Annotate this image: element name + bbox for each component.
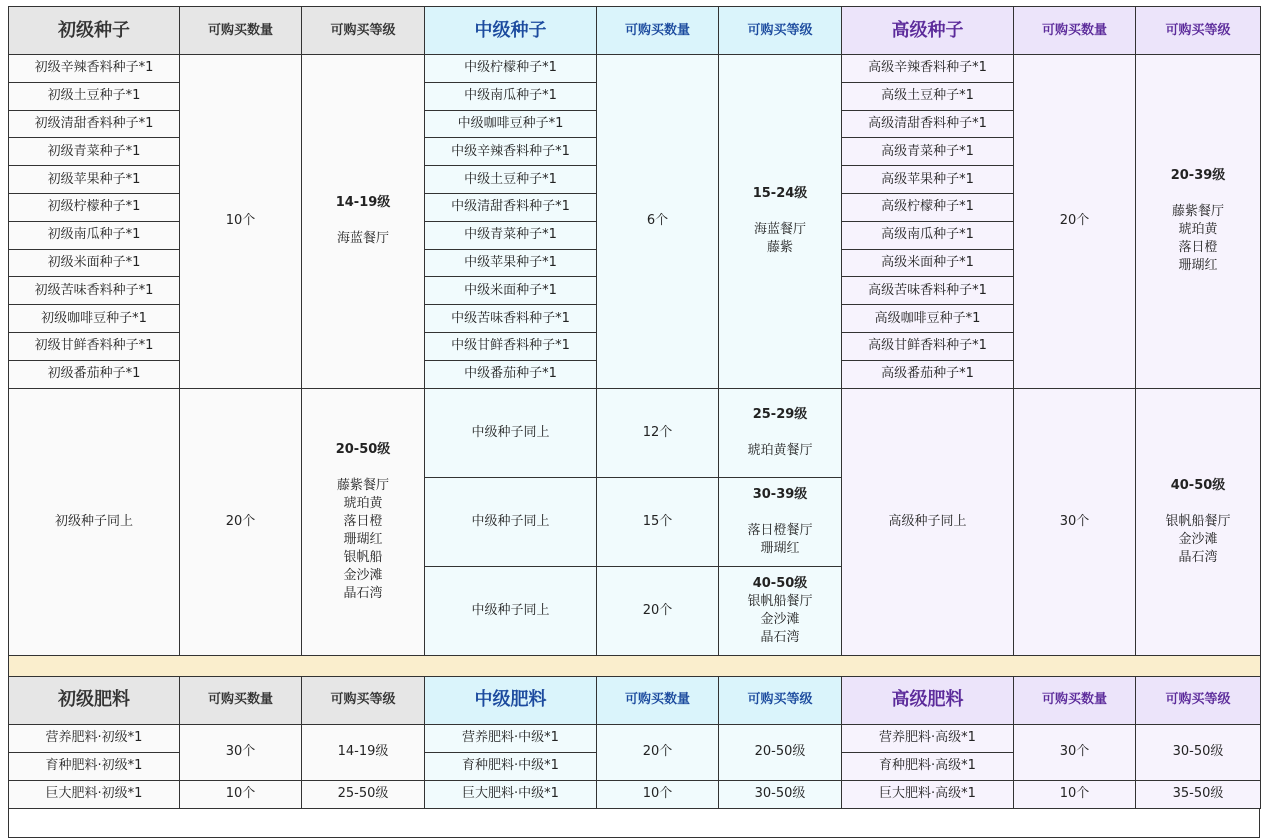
fert-qty: 10个 <box>597 780 719 808</box>
mid-lvl-1 <box>719 55 842 389</box>
high-qty-1: 20个 <box>1014 55 1136 389</box>
seed-item: 初级土豆种子*1 <box>9 82 180 110</box>
fert-lvl: 30-50级 <box>1136 724 1261 780</box>
high-lvl-2 <box>1136 388 1261 655</box>
header-high-qty: 可购买数量 <box>1014 7 1136 55</box>
mid-same-cell: 中级种子同上 <box>425 477 597 566</box>
seed-item: 中级米面种子*1 <box>425 277 597 305</box>
fert-lvl: 25-50级 <box>302 780 425 808</box>
seed-item: 初级柠檬种子*1 <box>9 193 180 221</box>
restaurant-name: 藤紫 <box>766 240 793 256</box>
basic-qty-2: 20个 <box>180 388 302 655</box>
restaurant-name: 晶石湾 <box>760 629 800 645</box>
restaurant-name: 琥珀黄 <box>1178 222 1218 238</box>
seed-item: 高级辛辣香料种子*1 <box>842 55 1014 83</box>
seed-item: 高级甘鲜香料种子*1 <box>842 332 1014 360</box>
fert-qty: 30个 <box>180 724 302 780</box>
seed-item: 初级苦味香料种子*1 <box>9 277 180 305</box>
seed-item: 初级米面种子*1 <box>9 249 180 277</box>
restaurant-name: 金沙滩 <box>343 567 383 583</box>
seed-item: 初级咖啡豆种子*1 <box>9 305 180 333</box>
level-range: 30-39级 <box>752 486 808 502</box>
fert-lvl: 20-50级 <box>719 724 842 780</box>
restaurant-name: 琥珀黄 <box>343 495 383 511</box>
header-high-qty: 可购买数量 <box>1014 676 1136 724</box>
fert-item: 育种肥料·初级*1 <box>9 752 180 780</box>
fert-item: 巨大肥料·初级*1 <box>9 780 180 808</box>
seed-item: 中级咖啡豆种子*1 <box>425 110 597 138</box>
restaurant-name: 落日橙 <box>343 513 383 529</box>
level-range: 15-24级 <box>752 186 808 202</box>
seed-item: 中级柠檬种子*1 <box>425 55 597 83</box>
seed-item: 高级咖啡豆种子*1 <box>842 305 1014 333</box>
header-high-seed: 高级种子 <box>842 7 1014 55</box>
fert-qty: 30个 <box>1014 724 1136 780</box>
fert-item: 巨大肥料·高级*1 <box>842 780 1014 808</box>
seed-item: 高级南瓜种子*1 <box>842 221 1014 249</box>
restaurant-name: 金沙滩 <box>1178 531 1218 547</box>
seed-item: 高级柠檬种子*1 <box>842 193 1014 221</box>
seed-item: 高级青菜种子*1 <box>842 138 1014 166</box>
restaurant-name: 落日橙 <box>1178 240 1218 256</box>
header-mid-lvl: 可购买等级 <box>719 7 842 55</box>
restaurant-name: 银帆船 <box>343 549 383 565</box>
seed-item: 高级清甜香料种子*1 <box>842 110 1014 138</box>
high-qty-2: 30个 <box>1014 388 1136 655</box>
high-same-cell: 高级种子同上 <box>842 388 1014 655</box>
fert-qty: 10个 <box>1014 780 1136 808</box>
seed-item: 中级清甜香料种子*1 <box>425 193 597 221</box>
restaurant-name: 海蓝餐厅 <box>753 222 806 238</box>
fert-lvl: 35-50级 <box>1136 780 1261 808</box>
level-range: 20-39级 <box>1170 168 1226 184</box>
game-seed-fertilizer-table <box>8 6 1260 838</box>
restaurant-name: 晶石湾 <box>343 585 383 601</box>
seed-item: 初级番茄种子*1 <box>9 360 180 388</box>
restaurant-name: 晶石湾 <box>1178 549 1218 565</box>
section-divider <box>9 655 1261 676</box>
mid-qty-1: 6个 <box>597 55 719 389</box>
basic-lvl-1 <box>302 55 425 389</box>
seed-item: 高级番茄种子*1 <box>842 360 1014 388</box>
fert-lvl: 30-50级 <box>719 780 842 808</box>
mid-lvl-row <box>719 477 842 566</box>
fert-item: 巨大肥料·中级*1 <box>425 780 597 808</box>
seed-item: 中级土豆种子*1 <box>425 166 597 194</box>
level-range: 40-50级 <box>752 575 808 591</box>
seed-item: 初级辛辣香料种子*1 <box>9 55 180 83</box>
fert-item: 营养肥料·初级*1 <box>9 724 180 752</box>
seed-item: 初级清甜香料种子*1 <box>9 110 180 138</box>
basic-same-cell: 初级种子同上 <box>9 388 180 655</box>
seed-table <box>8 6 1261 809</box>
high-lvl-1 <box>1136 55 1261 389</box>
level-range: 20-50级 <box>335 441 391 457</box>
header-basic-fert: 初级肥料 <box>9 676 180 724</box>
level-range: 40-50级 <box>1170 477 1226 493</box>
seed-item: 中级青菜种子*1 <box>425 221 597 249</box>
fert-lvl: 14-19级 <box>302 724 425 780</box>
mid-lvl-row <box>719 566 842 655</box>
restaurant-name: 琥珀黄餐厅 <box>747 442 813 458</box>
mid-qty-row: 20个 <box>597 566 719 655</box>
restaurant-name: 珊瑚红 <box>760 540 800 556</box>
fert-qty: 20个 <box>597 724 719 780</box>
restaurant-name: 海蓝餐厅 <box>336 231 389 247</box>
seed-item: 中级南瓜种子*1 <box>425 82 597 110</box>
level-range: 14-19级 <box>335 195 391 211</box>
restaurant-name: 珊瑚红 <box>1178 258 1218 274</box>
seed-item: 高级土豆种子*1 <box>842 82 1014 110</box>
header-high-lvl: 可购买等级 <box>1136 7 1261 55</box>
fert-item: 营养肥料·高级*1 <box>842 724 1014 752</box>
mid-qty-row: 15个 <box>597 477 719 566</box>
restaurant-name: 银帆船餐厅 <box>1165 513 1231 529</box>
basic-lvl-2 <box>302 388 425 655</box>
restaurant-name: 金沙滩 <box>760 611 800 627</box>
seed-item: 初级甘鲜香料种子*1 <box>9 332 180 360</box>
seed-item: 中级苹果种子*1 <box>425 249 597 277</box>
restaurant-name: 珊瑚红 <box>343 531 383 547</box>
restaurant-name: 银帆船餐厅 <box>747 593 813 609</box>
mid-lvl-row <box>719 388 842 477</box>
seed-item: 中级辛辣香料种子*1 <box>425 138 597 166</box>
level-range: 25-29级 <box>752 406 808 422</box>
header-mid-lvl: 可购买等级 <box>719 676 842 724</box>
seed-item: 高级苹果种子*1 <box>842 166 1014 194</box>
header-mid-qty: 可购买数量 <box>597 7 719 55</box>
header-basic-seed: 初级种子 <box>9 7 180 55</box>
header-mid-fert: 中级肥料 <box>425 676 597 724</box>
restaurant-list <box>302 477 424 603</box>
seed-item: 初级青菜种子*1 <box>9 138 180 166</box>
fert-item: 育种肥料·高级*1 <box>842 752 1014 780</box>
basic-qty-1: 10个 <box>180 55 302 389</box>
restaurant-name: 藤紫餐厅 <box>1171 204 1224 220</box>
restaurant-name: 藤紫餐厅 <box>336 477 389 493</box>
header-basic-lvl: 可购买等级 <box>302 7 425 55</box>
restaurant-list <box>1136 513 1260 567</box>
header-mid-seed: 中级种子 <box>425 7 597 55</box>
header-basic-qty: 可购买数量 <box>180 7 302 55</box>
fert-item: 育种肥料·中级*1 <box>425 752 597 780</box>
seed-item: 初级苹果种子*1 <box>9 166 180 194</box>
seed-item: 中级番茄种子*1 <box>425 360 597 388</box>
header-mid-qty: 可购买数量 <box>597 676 719 724</box>
header-basic-qty: 可购买数量 <box>180 676 302 724</box>
restaurant-name: 落日橙餐厅 <box>747 522 813 538</box>
header-high-fert: 高级肥料 <box>842 676 1014 724</box>
seed-item: 中级苦味香料种子*1 <box>425 305 597 333</box>
table-footer-space <box>8 809 1260 838</box>
seed-item: 高级苦味香料种子*1 <box>842 277 1014 305</box>
seed-item: 初级南瓜种子*1 <box>9 221 180 249</box>
fert-item: 营养肥料·中级*1 <box>425 724 597 752</box>
header-high-lvl: 可购买等级 <box>1136 676 1261 724</box>
fert-qty: 10个 <box>180 780 302 808</box>
seed-item: 中级甘鲜香料种子*1 <box>425 332 597 360</box>
header-basic-lvl: 可购买等级 <box>302 676 425 724</box>
seed-item: 高级米面种子*1 <box>842 249 1014 277</box>
mid-same-cell: 中级种子同上 <box>425 388 597 477</box>
mid-same-cell: 中级种子同上 <box>425 566 597 655</box>
mid-qty-row: 12个 <box>597 388 719 477</box>
